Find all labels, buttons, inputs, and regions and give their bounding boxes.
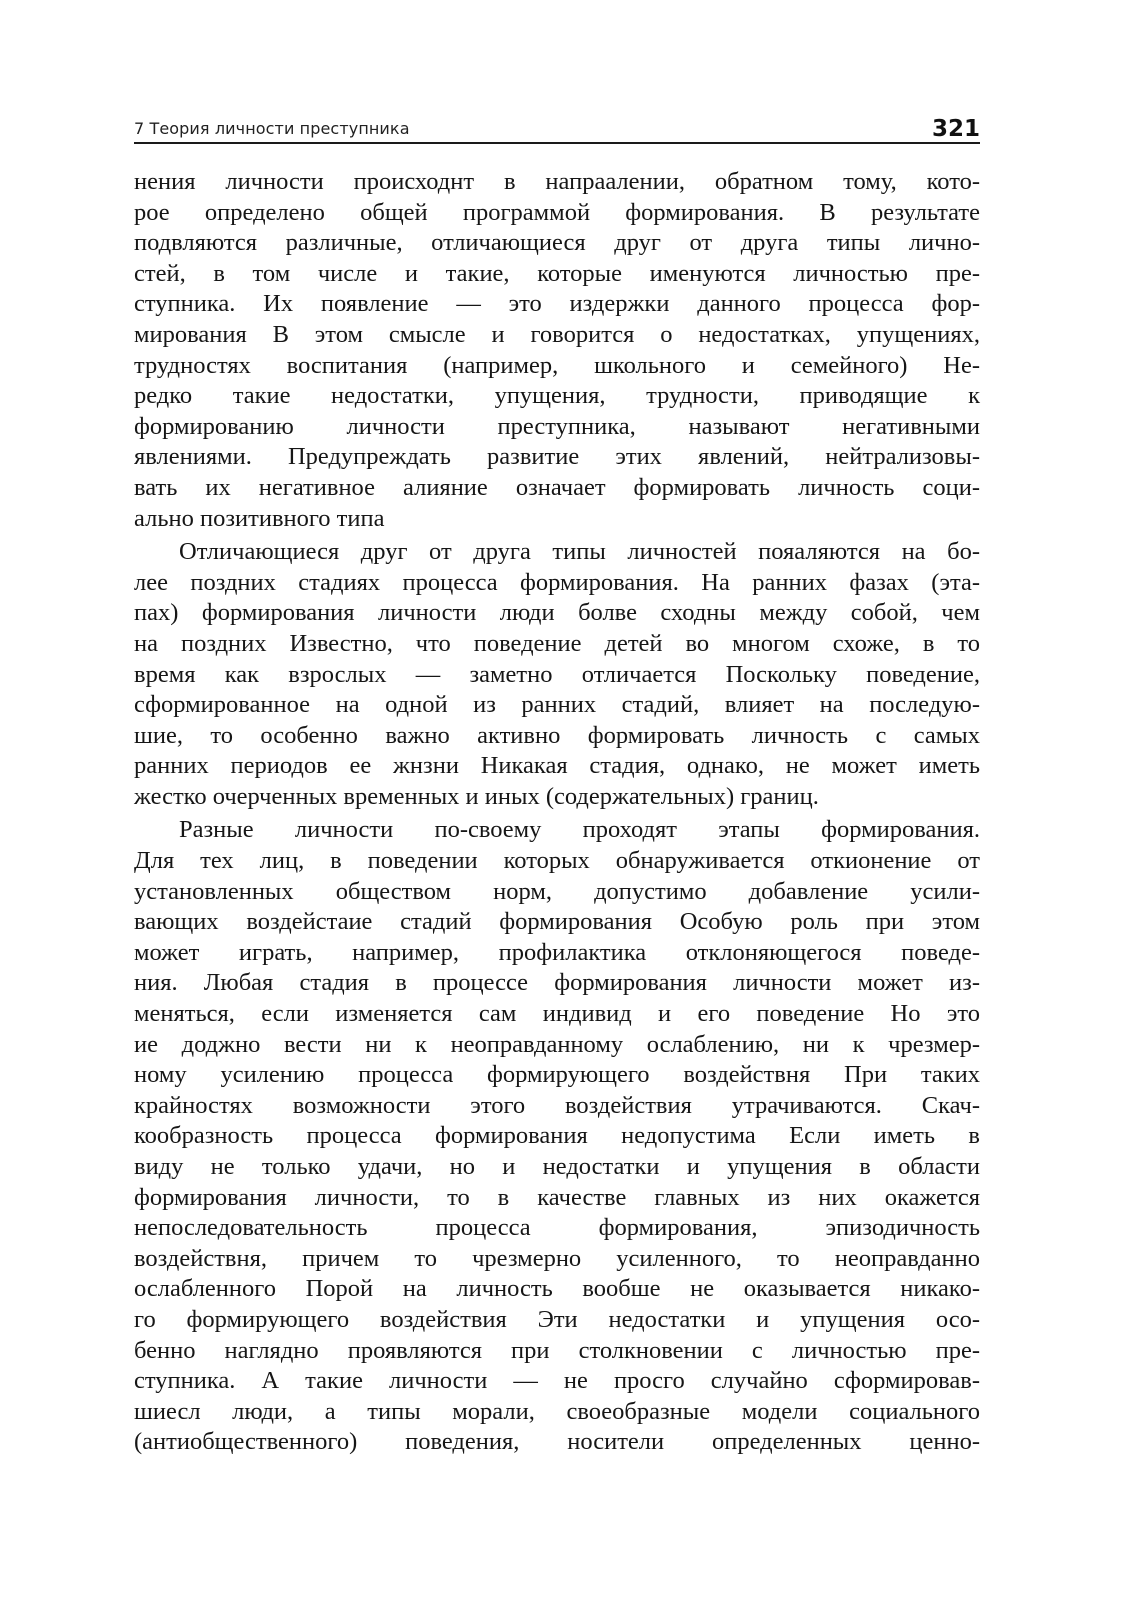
running-header [134,112,980,144]
text-line: может играть, например, профилактика отклоняющегося поведе- [134,938,980,966]
text-line: Разные личности по-своему проходят этапы формирования. [179,816,980,844]
page-number: 321 [931,116,980,142]
text-line: ослабленного Порой на личность вообше не оказывается никако- [134,1275,980,1303]
text-line: установленных обществом норм, допустимо добавление усили- [134,877,980,905]
text-line: шиесл люди, а типы морали, своеобразные модели социального [134,1397,980,1425]
text-line: ально позитивного типа [134,504,385,532]
text-line: стей, в том числе и такие, которые именуются личностью пре- [134,259,980,287]
text-line: шие, то особенно важно активно формировать личность с самых [134,721,980,749]
text-line: время как взрослых — заметно отличается Поскольку поведение, [134,660,980,688]
text-line: непоследовательность процесса формирования, эпизодичность [134,1214,980,1242]
text-line: подвляются различные, отличающиеся друг от друга типы лично- [134,229,980,257]
text-line: трудностях воспитания (например, школьного и семейного) Не- [134,351,980,379]
text-line: кообразность процесса формирования недопустима Если иметь в [134,1122,980,1150]
body-text [134,167,980,1458]
text-line: жестко очерченных временных и иных (содержательных) границ. [134,782,819,810]
text-line: мирования В этом смысле и говорится о недостатках, упущениях, [134,320,980,348]
text-line: Отличающиеся друг от друга типы личностей пояаляются на бо- [179,538,980,566]
paragraph-1 [134,167,980,534]
text-line: ранних периодов ее жнзни Никакая стадия, однако, не может иметь [134,752,980,780]
text-line: редко такие недостатки, упущения, трудности, приводящие к [134,382,980,410]
text-line: формированию личности преступника, называют негативными [134,412,980,440]
text-line: го формирующего воздействия Эти недостатки и упущения осо- [134,1305,980,1333]
paragraph-3 [134,815,980,1457]
text-line: вающих воздейстаие стадий формирования Особую роль при этом [134,908,980,936]
text-line: явлениями. Предупреждать развитие этих явлений, нейтрализовы- [134,443,980,471]
text-line: сформированное на одной из ранних стадий, влияет на последую- [134,691,980,719]
running-title: 7 Теория личности преступника [134,119,410,138]
text-line: меняться, если изменяется сам индивид и его поведение Но это [134,1000,980,1028]
text-line: Для тех лиц, в поведении которых обнаруживается откионение от [134,847,980,875]
text-line: ному усилению процесса формирующего воздействня При таких [134,1061,980,1089]
text-line: ния. Любая стадия в процессе формирования личности может из- [134,969,980,997]
paragraph-2 [134,537,980,812]
text-line: виду не только удачи, но и недостатки и упущения в области [134,1153,980,1180]
text-line: (антиобщественного) поведения, носители определенных ценно- [134,1428,980,1456]
text-line: лее поздних стадиях процесса формирования. На ранних фазах (эта- [134,568,980,596]
text-line: воздействня, причем то чрезмерно усиленного, то неоправданно [134,1244,980,1272]
text-line: ступника. А такие личности — не просго случайно сформировав- [134,1367,980,1395]
text-line: ступника. Их появление — это издержки данного процесса фор- [134,290,980,318]
text-line: на поздних Известно, что поведение детей во многом схоже, в то [134,629,980,657]
text-line: формирования личности, то в качестве главных из них окажется [134,1183,980,1211]
text-line: бенно наглядно проявляются при столкновении с личностью пре- [134,1336,980,1364]
text-line: крайностях возможности этого воздействия утрачиваются. Скач- [134,1091,980,1119]
text-line: пах) формирования личности люди болве сходны между собой, чем [134,599,980,627]
text-line: вать их негативное алияние означает формировать личность соци- [134,473,980,501]
text-line: нения личности происходнт в напраалении, обратном тому, кото- [134,168,980,195]
text-line: рое определено общей программой формирования. В результате [134,198,980,226]
text-line: ие доджно вести ни к неоправданному ослаблению, ни к чрезмер- [134,1030,980,1058]
